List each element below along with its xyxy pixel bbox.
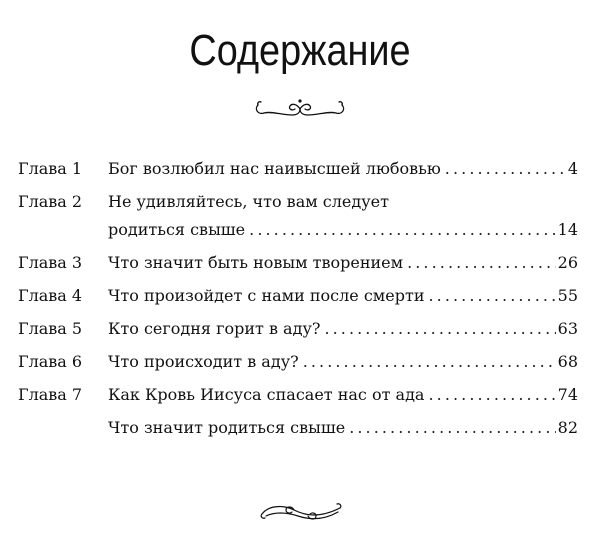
leader-dots — [428, 381, 555, 409]
swirl-ornament-icon — [258, 500, 344, 524]
toc-entry[interactable] — [18, 155, 578, 183]
toc-entry[interactable] — [18, 315, 578, 343]
chapter-label: Глава 3 — [18, 253, 83, 272]
toc-entry[interactable] — [18, 282, 578, 310]
leader-dots — [407, 249, 556, 277]
entry-title: Кто сегодня горит в аду? — [108, 319, 321, 338]
leader-dots — [445, 155, 566, 183]
page-number: 55 — [557, 286, 578, 305]
page-number: 63 — [557, 319, 578, 338]
leader-dots — [349, 414, 555, 442]
leader-dots — [324, 315, 555, 343]
leader-dots — [428, 282, 555, 310]
chapter-label: Глава 2 — [18, 192, 83, 211]
entry-title-continued: родиться свыше — [108, 220, 246, 239]
page-title: Содержание — [189, 26, 411, 75]
page-number: 4 — [567, 159, 578, 178]
page-number: 68 — [557, 352, 578, 371]
entry-title: Что значит быть новым творением — [108, 253, 404, 272]
entry-title: Как Кровь Иисуса спасает нас от ада — [108, 385, 425, 404]
entry-title: Бог возлюбил нас наивысшей любовью — [108, 159, 441, 178]
page-number: 26 — [557, 253, 578, 272]
chapter-label: Глава 7 — [18, 385, 83, 404]
table-of-contents — [18, 155, 578, 442]
toc-entry[interactable] — [18, 348, 578, 376]
toc-entry[interactable] — [18, 381, 578, 409]
entry-title: Не удивляйтесь, что вам следует — [108, 192, 389, 211]
chapter-label: Глава 6 — [18, 352, 83, 371]
leader-dots — [303, 348, 556, 376]
chapter-label: Глава 1 — [18, 159, 83, 178]
toc-entry[interactable] — [18, 414, 578, 442]
page-number: 14 — [557, 220, 578, 239]
entry-title: Что произойдет с нами после смерти — [108, 286, 425, 305]
page-number: 82 — [557, 418, 578, 437]
chapter-label: Глава 5 — [18, 319, 83, 338]
entry-title: Что происходит в аду? — [108, 352, 299, 371]
page-number: 74 — [557, 385, 578, 404]
leader-dots — [249, 216, 556, 244]
toc-entry[interactable] — [18, 249, 578, 277]
flourish-ornament-icon — [252, 95, 348, 119]
entry-title: Что значит родиться свыше — [108, 418, 346, 437]
toc-entry[interactable] — [18, 188, 578, 244]
chapter-label: Глава 4 — [18, 286, 83, 305]
